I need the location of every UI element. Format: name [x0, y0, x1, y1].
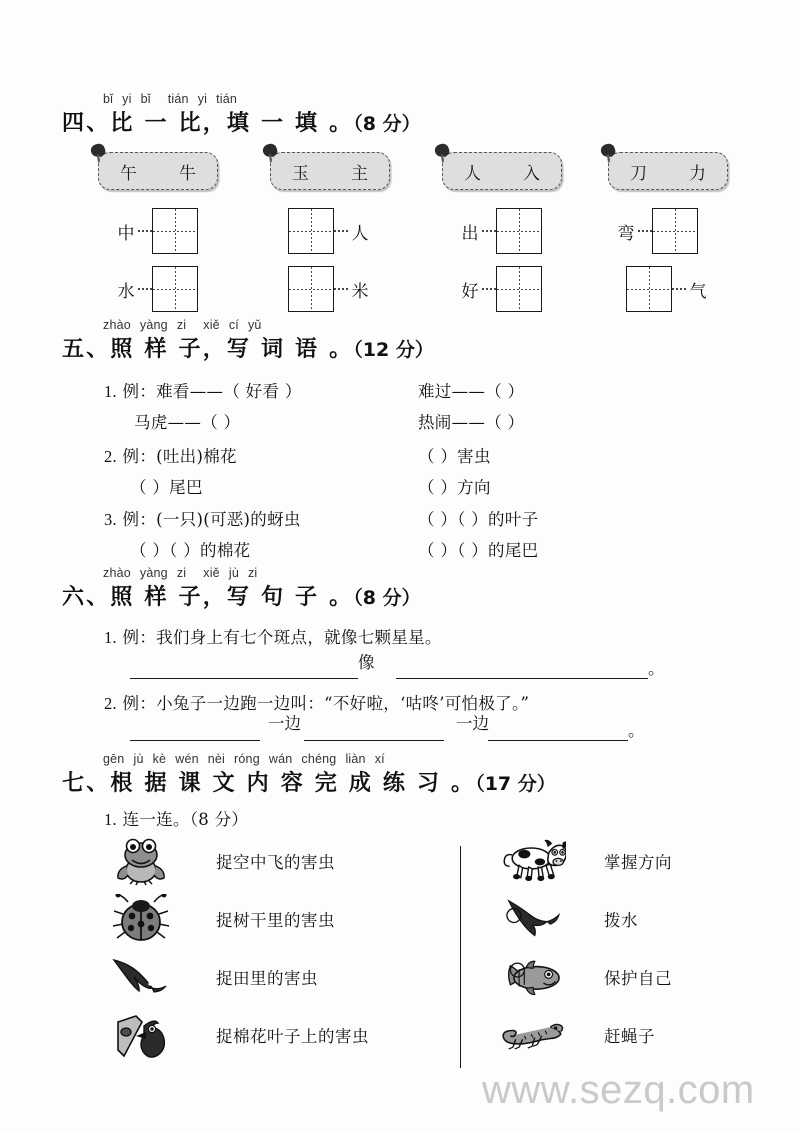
pinyin-syllable: tián — [167, 92, 189, 106]
pinyin-syllable: bǐ — [103, 92, 114, 106]
q5-score: （12 分） — [353, 339, 434, 361]
tianzige-box[interactable] — [152, 266, 198, 312]
connector-dots — [138, 230, 152, 231]
item-number: 1. — [104, 810, 117, 829]
pinyin-syllable: xí — [374, 752, 385, 766]
q6-item1-example — [104, 624, 442, 648]
q5-row3-left — [104, 443, 237, 467]
list-item[interactable] — [500, 1006, 655, 1064]
pinyin-syllable: chéng — [301, 752, 337, 766]
grid-row — [288, 206, 372, 256]
q7-pinyin — [103, 752, 394, 766]
grid-row — [114, 206, 198, 256]
bubble-char: 入 — [523, 163, 540, 184]
item-text: （ ）（ ）的棉花 — [130, 541, 251, 560]
pinyin-syllable: yi — [197, 92, 208, 106]
item-number: 3. — [104, 510, 117, 529]
tianzige-box[interactable] — [652, 208, 698, 254]
pin-icon — [433, 142, 450, 159]
pinyin-syllable: róng — [234, 752, 260, 766]
frog-icon — [108, 835, 174, 887]
cow-icon — [500, 835, 566, 887]
tianzige-box[interactable] — [152, 208, 198, 254]
q5-row1-right[interactable] — [418, 378, 524, 402]
q4-heading-text: 四、比 一 比，填 一 填 。 — [62, 111, 354, 136]
bubble-char: 午 — [120, 163, 137, 184]
connector-dots — [334, 230, 348, 231]
q5-heading-text: 五、照 样 子，写 词 语 。 — [62, 337, 354, 362]
pinyin-syllable: zi — [176, 566, 187, 580]
pinyin-syllable: wén — [175, 752, 199, 766]
match-label: 捉棉花叶子上的害虫 — [216, 1027, 369, 1046]
keyword-text: 像 — [358, 653, 375, 672]
grid-row — [114, 264, 198, 314]
tianzige-box[interactable] — [496, 208, 542, 254]
match-label: 捉田里的害虫 — [216, 969, 318, 988]
list-item[interactable] — [500, 890, 638, 948]
q6-item1-blanks — [130, 655, 665, 679]
item-number: 2. — [104, 447, 117, 466]
swallow-icon — [500, 893, 566, 945]
sub-item-score: （8 分） — [189, 810, 249, 829]
item-text: （ ）害虫 — [418, 447, 491, 466]
sub-item-text: 连一连。 — [122, 810, 190, 829]
pinyin-syllable: liàn — [345, 752, 366, 766]
pin-icon — [261, 142, 278, 159]
q5-heading — [62, 332, 434, 363]
q5-row5-left — [104, 506, 301, 530]
q6-item2-blanks — [130, 717, 645, 741]
section-four — [0, 92, 800, 140]
item-text: 难过——（ ） — [418, 382, 525, 401]
tianzige-box[interactable] — [288, 208, 334, 254]
grid-row — [458, 206, 542, 256]
match-label: 掌握方向 — [604, 853, 672, 872]
item-number: 1. — [104, 382, 117, 401]
bubble-char: 主 — [351, 163, 368, 184]
list-item[interactable] — [108, 1006, 369, 1064]
q5-row6-right[interactable] — [418, 537, 538, 561]
match-label: 拨水 — [604, 911, 638, 930]
answer-blank[interactable] — [130, 661, 358, 679]
q5-row3-right[interactable] — [418, 443, 491, 467]
prompt-char: 出 — [461, 223, 479, 244]
q6-pinyin — [103, 566, 266, 580]
pinyin-syllable: nèi — [207, 752, 226, 766]
site-watermark: www.sezq.com — [482, 1068, 755, 1112]
period-mark: 。 — [648, 659, 665, 678]
matching-exercise — [0, 832, 800, 1077]
pinyin-syllable: yàng — [139, 566, 168, 580]
tianzige-box[interactable] — [288, 266, 334, 312]
word-bubble-3 — [442, 152, 562, 190]
item-text: 例：(一只)(可恶)的蚜虫 — [122, 510, 301, 529]
prompt-char: 气 — [689, 281, 707, 302]
answer-blank[interactable] — [130, 723, 260, 741]
item-text: （ ）尾巴 — [130, 478, 203, 497]
item-text: （ ）（ ）的尾巴 — [418, 541, 539, 560]
pinyin-syllable: yàng — [139, 318, 168, 332]
list-item[interactable] — [500, 948, 672, 1006]
match-label: 捉空中飞的害虫 — [216, 853, 335, 872]
match-label: 赶蝇子 — [604, 1027, 655, 1046]
list-item[interactable] — [500, 832, 672, 890]
grid-row — [614, 206, 698, 256]
word-bubble-4 — [608, 152, 728, 190]
bubble-char: 玉 — [292, 163, 309, 184]
pinyin-syllable: gēn — [103, 752, 125, 766]
connector-dots — [672, 288, 686, 289]
pinyin-syllable: tián — [216, 92, 238, 106]
q6-heading-text: 六、照 样 子，写 句 子 。 — [62, 585, 354, 610]
list-item[interactable] — [108, 890, 335, 948]
prompt-char: 弯 — [617, 223, 635, 244]
section-six — [0, 566, 800, 614]
bubble-char: 人 — [464, 163, 481, 184]
connector-dots — [334, 288, 348, 289]
bubble-char: 刀 — [630, 163, 647, 184]
q6-score: （8 分） — [353, 587, 421, 609]
pinyin-syllable: cí — [228, 318, 239, 332]
q7-score: （17 分） — [475, 773, 556, 795]
bubble-char: 牛 — [179, 163, 196, 184]
match-label: 捉树干里的害虫 — [216, 911, 335, 930]
item-text: 马虎——（ ） — [134, 413, 241, 432]
pinyin-syllable: jù — [228, 566, 239, 580]
word-bubble-1 — [98, 152, 218, 190]
tianzige-box[interactable] — [626, 266, 672, 312]
q5-row2-right[interactable] — [418, 409, 524, 433]
list-item[interactable] — [108, 832, 335, 890]
q5-row6-left[interactable] — [130, 537, 250, 561]
connector-dots — [482, 230, 496, 231]
q4-heading — [62, 106, 421, 137]
q5-row2-left[interactable] — [134, 409, 240, 433]
ladybug-icon — [108, 893, 174, 945]
pinyin-syllable: wán — [268, 752, 293, 766]
connector-dots — [138, 288, 152, 289]
fish-icon — [500, 951, 566, 1003]
q4-score: （8 分） — [353, 113, 421, 135]
item-text: 例：难看——（ 好看 ） — [122, 382, 302, 401]
q5-row5-right[interactable] — [418, 506, 538, 530]
keyword-text: 一边 — [456, 714, 489, 733]
q6-heading — [62, 580, 421, 611]
pin-icon — [599, 142, 616, 159]
prompt-char: 米 — [351, 281, 369, 302]
pinyin-syllable: zi — [176, 318, 187, 332]
pinyin-syllable: bǐ — [140, 92, 151, 106]
pinyin-syllable: zi — [247, 566, 258, 580]
section-five — [0, 318, 800, 366]
item-text: （ ）方向 — [418, 478, 491, 497]
example-sentence: 例：小兔子一边跑一边叫：“不好啦，‘咕咚’可怕极了。” — [122, 694, 530, 713]
pinyin-syllable: xiě — [203, 318, 220, 332]
item-number: 2. — [104, 694, 117, 713]
grid-row — [458, 264, 542, 314]
prompt-char: 中 — [117, 223, 135, 244]
prompt-char: 水 — [117, 281, 135, 302]
bubble-char: 力 — [689, 163, 706, 184]
q5-row1-left — [104, 378, 302, 402]
q5-pinyin — [103, 318, 271, 332]
grid-row — [626, 264, 710, 314]
pinyin-syllable: jù — [133, 752, 144, 766]
item-text: 热闹——（ ） — [418, 413, 525, 432]
q5-row4-left[interactable] — [130, 474, 203, 498]
item-number: 1. — [104, 628, 117, 647]
q7-heading-text: 七、根 据 课 文 内 容 完 成 练 习 。 — [62, 771, 476, 796]
pinyin-syllable: yǔ — [247, 318, 262, 332]
prompt-char: 好 — [461, 281, 479, 302]
grid-row — [288, 264, 372, 314]
q5-row4-right[interactable] — [418, 474, 491, 498]
q4-exercise-body — [0, 148, 800, 318]
tianzige-box[interactable] — [496, 266, 542, 312]
match-label: 保护自己 — [604, 969, 672, 988]
section-seven — [0, 752, 800, 800]
word-bubble-2 — [270, 152, 390, 190]
swallow-icon — [108, 951, 174, 1003]
period-mark: 。 — [628, 721, 645, 740]
answer-blank[interactable] — [396, 661, 648, 679]
pinyin-syllable: zhào — [103, 318, 131, 332]
item-text: 例：(吐出)棉花 — [122, 447, 237, 466]
prompt-char: 人 — [351, 223, 369, 244]
pinyin-syllable: xiě — [203, 566, 220, 580]
pinyin-syllable: kè — [152, 752, 167, 766]
item-text: （ ）（ ）的叶子 — [418, 510, 539, 529]
answer-blank[interactable] — [488, 723, 628, 741]
q4-pinyin — [103, 92, 246, 106]
example-sentence: 例：我们身上有七个斑点，就像七颗星星。 — [122, 628, 442, 647]
column-divider — [460, 846, 461, 1068]
keyword-text: 一边 — [268, 714, 301, 733]
list-item[interactable] — [108, 948, 318, 1006]
pinyin-syllable: zhào — [103, 566, 131, 580]
pin-icon — [89, 142, 106, 159]
connector-dots — [482, 288, 496, 289]
q7-sub1-label — [104, 806, 248, 830]
woodpecker-icon — [108, 1009, 174, 1061]
pinyin-syllable: yi — [122, 92, 132, 106]
answer-blank[interactable] — [304, 723, 444, 741]
connector-dots — [638, 230, 652, 231]
lizard-icon — [500, 1009, 566, 1061]
q7-heading — [62, 766, 556, 797]
